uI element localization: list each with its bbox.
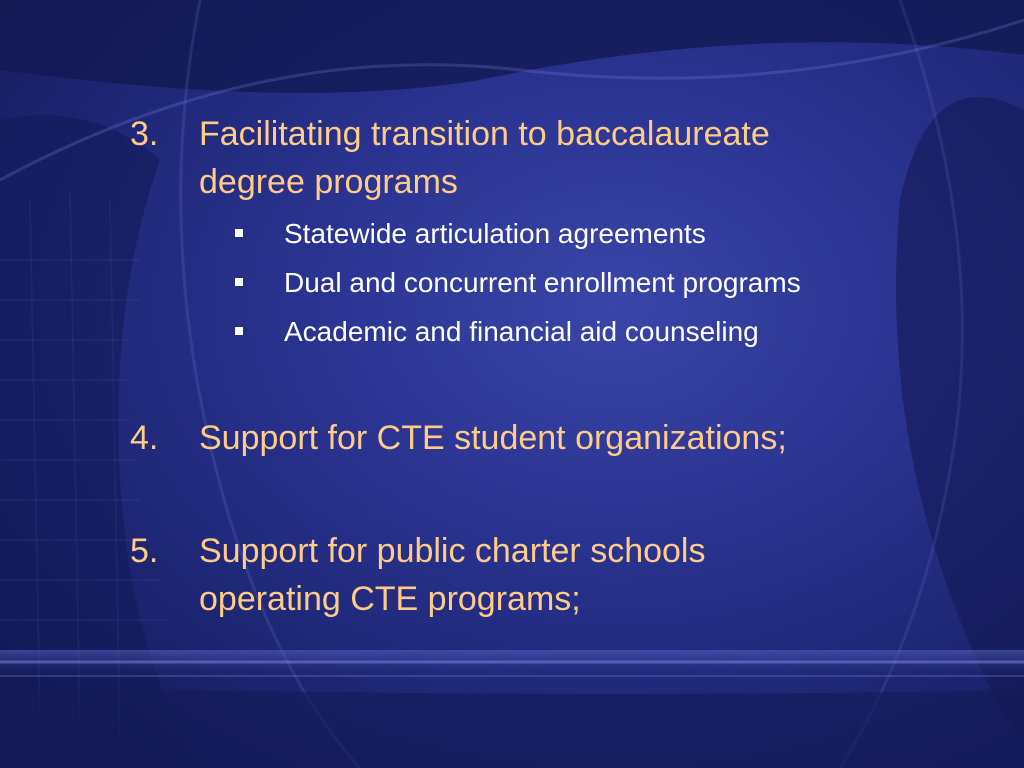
sub-item-text: Dual and concurrent enrollment programs [284,267,801,298]
item-number: 3. [130,115,159,153]
sub-list-item [235,216,935,256]
item-text-line: degree programs [199,163,458,201]
sub-list-item [235,265,935,305]
item-text-line: Support for public charter schools [199,532,706,570]
square-bullet-icon [235,278,243,286]
item-text-line: operating CTE programs; [199,580,581,618]
list-item [130,527,930,627]
square-bullet-icon [235,327,243,335]
item-text [199,527,919,623]
item-number: 5. [130,532,159,570]
item-text-line: Support for CTE student organizations; [199,419,787,457]
item-text [199,110,919,206]
item-number: 4. [130,419,159,457]
item-text [199,414,919,462]
list-item [130,110,930,210]
list-item [130,414,930,464]
sub-item-text: Statewide articulation agreements [284,218,706,249]
item-text-line: Facilitating transition to baccalaureate [199,115,770,153]
sub-item-text: Academic and financial aid counseling [284,316,759,347]
sub-list-item [235,314,935,354]
square-bullet-icon [235,229,243,237]
